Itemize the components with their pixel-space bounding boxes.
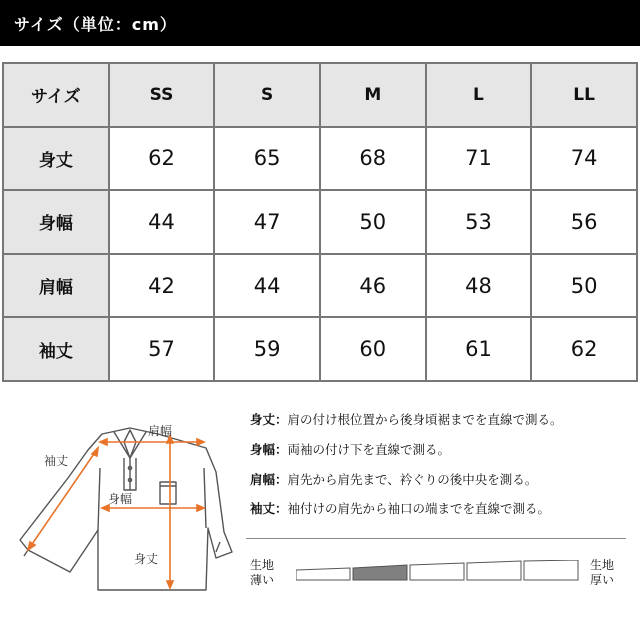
size-table xyxy=(2,62,638,382)
table-cell: 46 xyxy=(320,254,426,318)
row-label: 袖丈 xyxy=(3,317,109,381)
table-header-cell: SS xyxy=(109,63,215,127)
table-header-cell: サイズ xyxy=(3,63,109,127)
thickness-level-3 xyxy=(410,563,464,580)
body-width-label: 身幅 xyxy=(108,492,133,506)
table-cell: 48 xyxy=(426,254,532,318)
thickness-level-1 xyxy=(296,568,350,580)
thickness-thin-label xyxy=(250,558,274,588)
measurement-item xyxy=(250,410,563,428)
header-title: サイズ（単位：cm） xyxy=(14,15,177,34)
measurement-text: 肩先から肩先まで、衿ぐりの後中央を測る。 xyxy=(287,472,538,487)
table-cell: 44 xyxy=(214,254,320,318)
table-cell: 62 xyxy=(109,127,215,191)
table-cell: 53 xyxy=(426,190,532,254)
shoulder-width-label: 肩幅 xyxy=(148,424,173,438)
table-cell: 59 xyxy=(214,317,320,381)
header-bar xyxy=(0,0,640,46)
thickness-level-4 xyxy=(467,561,521,580)
table-cell: 61 xyxy=(426,317,532,381)
measurement-text: 肩の付け根位置から後身頃裾までを直線で測る。 xyxy=(287,412,563,427)
table-cell: 57 xyxy=(109,317,215,381)
table-cell: 68 xyxy=(320,127,426,191)
measurement-item xyxy=(250,470,537,488)
thickness-scale xyxy=(296,560,582,590)
table-row xyxy=(3,317,637,381)
thickness-thin-label-line1: 生地 xyxy=(250,558,275,572)
table-header-row xyxy=(3,63,637,127)
table-cell: 71 xyxy=(426,127,532,191)
divider xyxy=(246,538,626,539)
table-cell: 60 xyxy=(320,317,426,381)
table-row xyxy=(3,127,637,191)
table-header-cell: LL xyxy=(531,63,637,127)
thickness-thick-label-line1: 生地 xyxy=(590,558,615,572)
table-cell: 74 xyxy=(531,127,637,191)
table-cell: 62 xyxy=(531,317,637,381)
table-cell: 50 xyxy=(531,254,637,318)
thickness-scale-graphic xyxy=(296,560,582,586)
thickness-level-2 xyxy=(353,565,407,580)
body-length-label: 身丈 xyxy=(134,552,159,566)
measurement-term: 肩幅： xyxy=(250,472,288,487)
sleeve-length-label: 袖丈 xyxy=(44,454,69,468)
measurement-item xyxy=(250,499,550,517)
measurement-text: 袖付けの肩先から袖口の端までを直線で測る。 xyxy=(287,501,551,516)
measurement-term: 身幅： xyxy=(250,442,288,457)
table-header-cell: L xyxy=(426,63,532,127)
table-cell: 50 xyxy=(320,190,426,254)
table-row xyxy=(3,190,637,254)
table-cell: 65 xyxy=(214,127,320,191)
table-cell: 56 xyxy=(531,190,637,254)
polo-shirt-icon xyxy=(10,412,240,602)
measurement-term: 身丈： xyxy=(250,412,288,427)
table-cell: 44 xyxy=(109,190,215,254)
thickness-thick-label-line2: 厚い xyxy=(590,573,615,587)
measurement-text: 両袖の付け下を直線で測る。 xyxy=(287,442,451,457)
thickness-level-5 xyxy=(524,560,578,580)
row-label: 身丈 xyxy=(3,127,109,191)
table-header-cell: S xyxy=(214,63,320,127)
measurement-term: 袖丈： xyxy=(250,501,288,516)
shirt-diagram xyxy=(10,412,240,606)
measurement-item xyxy=(250,440,450,458)
table-cell: 42 xyxy=(109,254,215,318)
thickness-thick-label xyxy=(590,558,614,588)
table-header-cell: M xyxy=(320,63,426,127)
table-row xyxy=(3,254,637,318)
row-label: 肩幅 xyxy=(3,254,109,318)
thickness-thin-label-line2: 薄い xyxy=(250,573,275,587)
row-label: 身幅 xyxy=(3,190,109,254)
table-cell: 47 xyxy=(214,190,320,254)
